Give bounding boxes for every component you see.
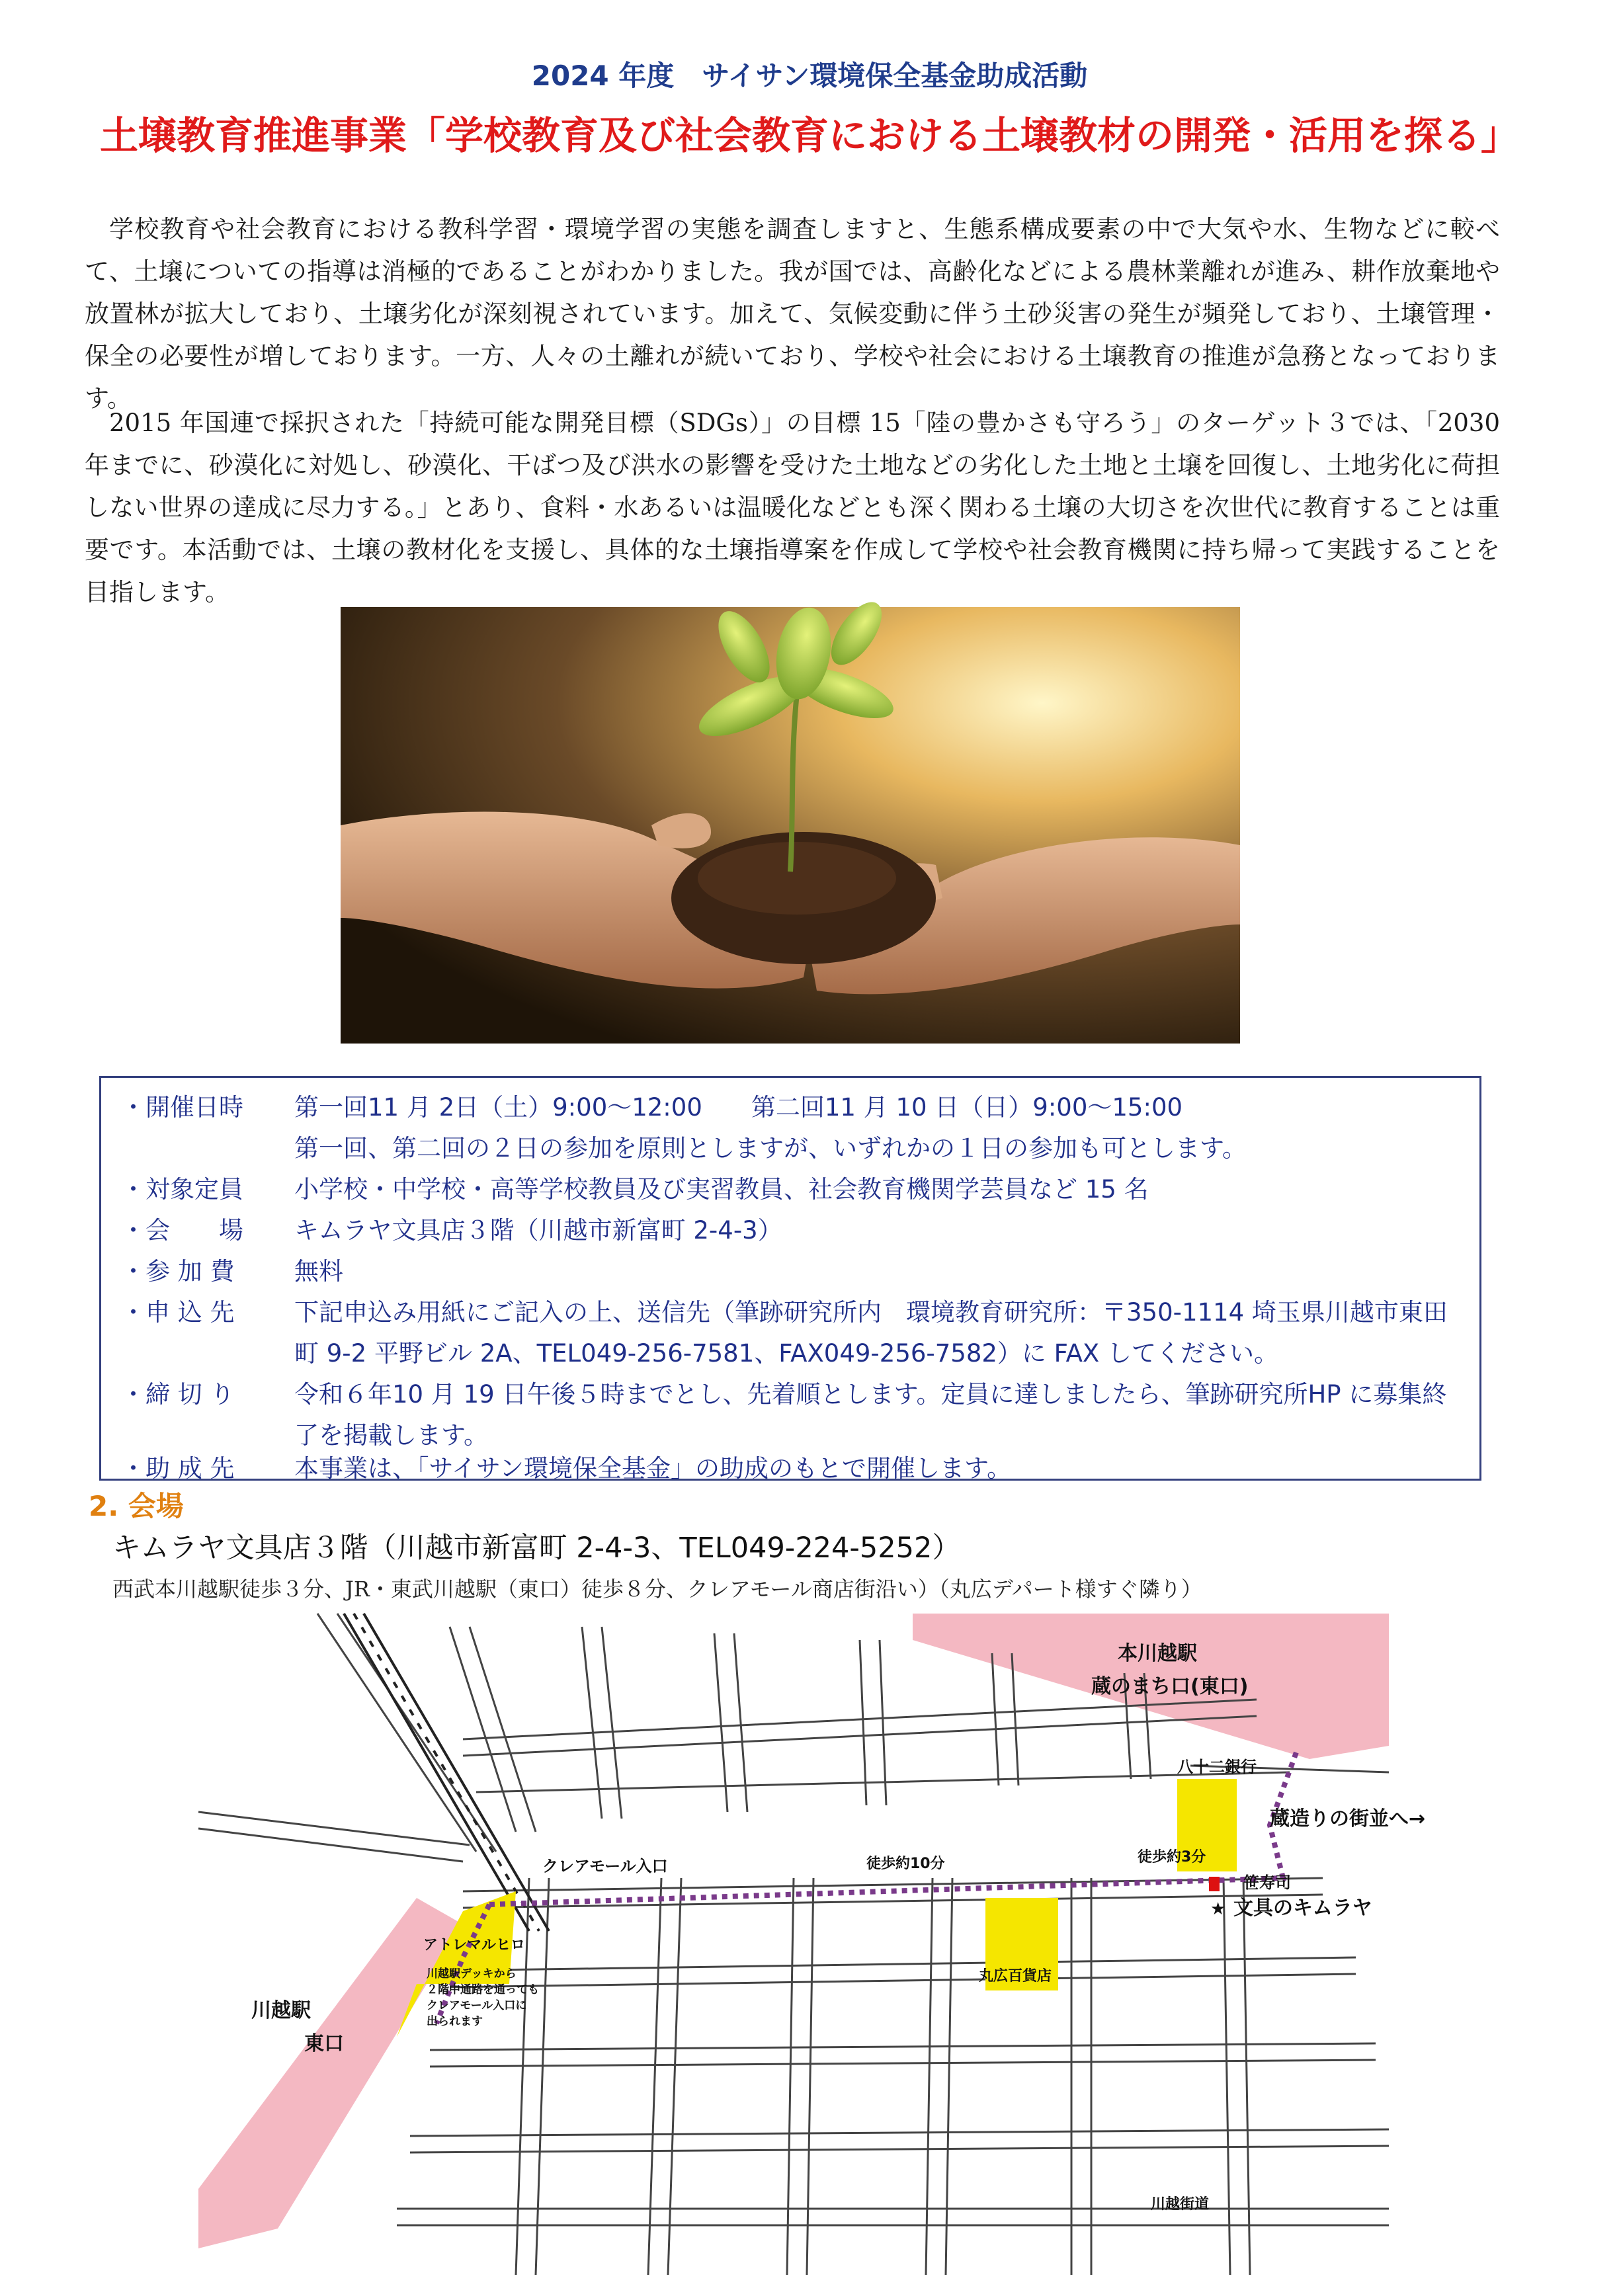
map-note-line-4: 出られます (427, 2015, 483, 2028)
map-label-atre: アトレマルヒロ (423, 1937, 526, 1953)
seedling-photo (341, 607, 1240, 1044)
map-label-walk10: 徒歩約10分 (866, 1856, 945, 1872)
date-line-1: 第一回11 月 2日（土）9:00～12:00 第二回11 月 10 日（日）9:00～15:00 (294, 1093, 1183, 1122)
map-label-kawagoe-east: 東口 (304, 2032, 344, 2055)
map-label-kawagoe-kaido: 川越街道 (1151, 2196, 1210, 2213)
map-label-kuranomachi: 蔵のまち口(東口) (1091, 1675, 1249, 1698)
target-label: ・対象定員 (121, 1175, 243, 1204)
map-label-walk3: 徒歩約3分 (1138, 1849, 1206, 1866)
map-label-kurazukuri: 蔵造りの街並へ→ (1270, 1807, 1426, 1830)
date-line-2: 第一回、第二回の２日の参加を原則としますが、いずれかの１日の参加も可とします。 (294, 1134, 1247, 1163)
fee-label: ・参 加 費 (121, 1257, 235, 1286)
venue-label: ・会 場 (121, 1216, 243, 1245)
apply-line-1: 下記申込み用紙にご記入の上、送信先（筆跡研究所内 環境教育研究所：〒350-1114 埼玉県川越市東田 (294, 1298, 1448, 1327)
date-label: ・開催日時 (121, 1093, 243, 1122)
kimuraya-marker (1209, 1877, 1220, 1891)
apply-label: ・申 込 先 (121, 1298, 235, 1327)
star-icon: ★ (1210, 1899, 1226, 1919)
map-label-maruhiro: 丸広百貨店 (979, 1968, 1052, 1985)
apply-line-2: 町 9-2 平野ビル 2A、TEL049-256-7581、FAX049-256-7582）に FAX してください。 (294, 1339, 1278, 1368)
map-label-kawagoe-station: 川越駅 (251, 1999, 311, 2022)
deadline-line-2: 了を掲載します。 (294, 1421, 489, 1450)
event-info-box (99, 1076, 1481, 1481)
page-title: 土壌教育推進事業「学校教育及び社会教育における土壌教材の開発・活用を探る」 (99, 113, 1519, 158)
access-directions: 西武本川越駅徒歩３分、JR・東武川越駅（東口）徒歩８分、クレアモール商店街沿い）（丸広デパート様すぐ隣り） (112, 1577, 1202, 1602)
map-label-crea-entrance: クレアモール入口 (542, 1857, 668, 1875)
grant-label: ・助 成 先 (121, 1454, 235, 1483)
target-text: 小学校・中学校・高等学校教員及び実習教員、社会教育機関学芸員など 15 名 (294, 1175, 1149, 1204)
deadline-label: ・締 切 り (121, 1380, 235, 1409)
venue-text: キムラヤ文具店３階（川越市新富町 2-4-3） (294, 1216, 782, 1245)
map-note-line-1: 川越駅デッキから (427, 1967, 517, 1981)
map-label-hachijuni: 八十二銀行 (1177, 1758, 1257, 1776)
deadline-line-1: 令和６年10 月 19 日午後５時までとし、先着順とします。定員に達しましたら、筆跡研究所HP に募集終 (294, 1380, 1447, 1409)
map-label-kimuraya: 文具のキムラヤ (1233, 1897, 1372, 1920)
venue-address: キムラヤ文具店３階（川越市新富町 2-4-3、TEL049-224-5252） (112, 1532, 961, 1565)
map-label-sasazushi: 笹寿司 (1243, 1873, 1291, 1892)
map-note-line-3: クレアモール入口に (427, 1999, 527, 2012)
section-heading-venue: 2. 会場 (89, 1490, 184, 1522)
sdgs-paragraph: 2015 年国連で採択された「持続可能な開発目標（SDGs）」の目標 15「陸の豊かさも守ろう」のターゲット３では、「2030 年までに、砂漠化に対処し、砂漠化、干ばつ及び洪水の影響を受けた土地などの劣化した土地と土壌を回復し、土地劣化に荷担しない世界の達成に尽力する。」とあり、食料・水あるいは温暖化などとも深く関わる土壌の大切さを次世代に教育することは重要です。本活動では、土壌の教材化を支援し、具体的な土壌指導案を作成して学校や社会教育機関に持ち帰って実践することを目指します。 (85, 409, 1500, 606)
venue-map (198, 1614, 1426, 2275)
fee-text: 無料 (294, 1257, 343, 1286)
map-note-line-2: ２階中通路を通っても (427, 1983, 539, 1996)
intro-paragraph: 学校教育や社会教育における教科学習・環境学習の実態を調査しますと、生態系構成要素の中で大気や水、生物などに較べて、土壌についての指導は消極的であることがわかりました。我が国では、高齢化などによる農林業離れが進み、耕作放棄地や放置林が拡大しており、土壌劣化が深刻視されています。加えて、気候変動に伴う土砂災害の発生が頻発しており、土壌管理・保全の必要性が増しております。一方、人々の土離れが続いており、学校や社会における土壌教育の推進が急務となっております。 (85, 215, 1500, 413)
map-label-hon-kawagoe: 本川越駅 (1118, 1642, 1197, 1665)
grant-text: 本事業は、「サイサン環境保全基金」の助成のもとで開催します。 (294, 1454, 1012, 1483)
event-subtitle: 2024 年度 サイサン環境保全基金助成活動 (531, 60, 1088, 92)
